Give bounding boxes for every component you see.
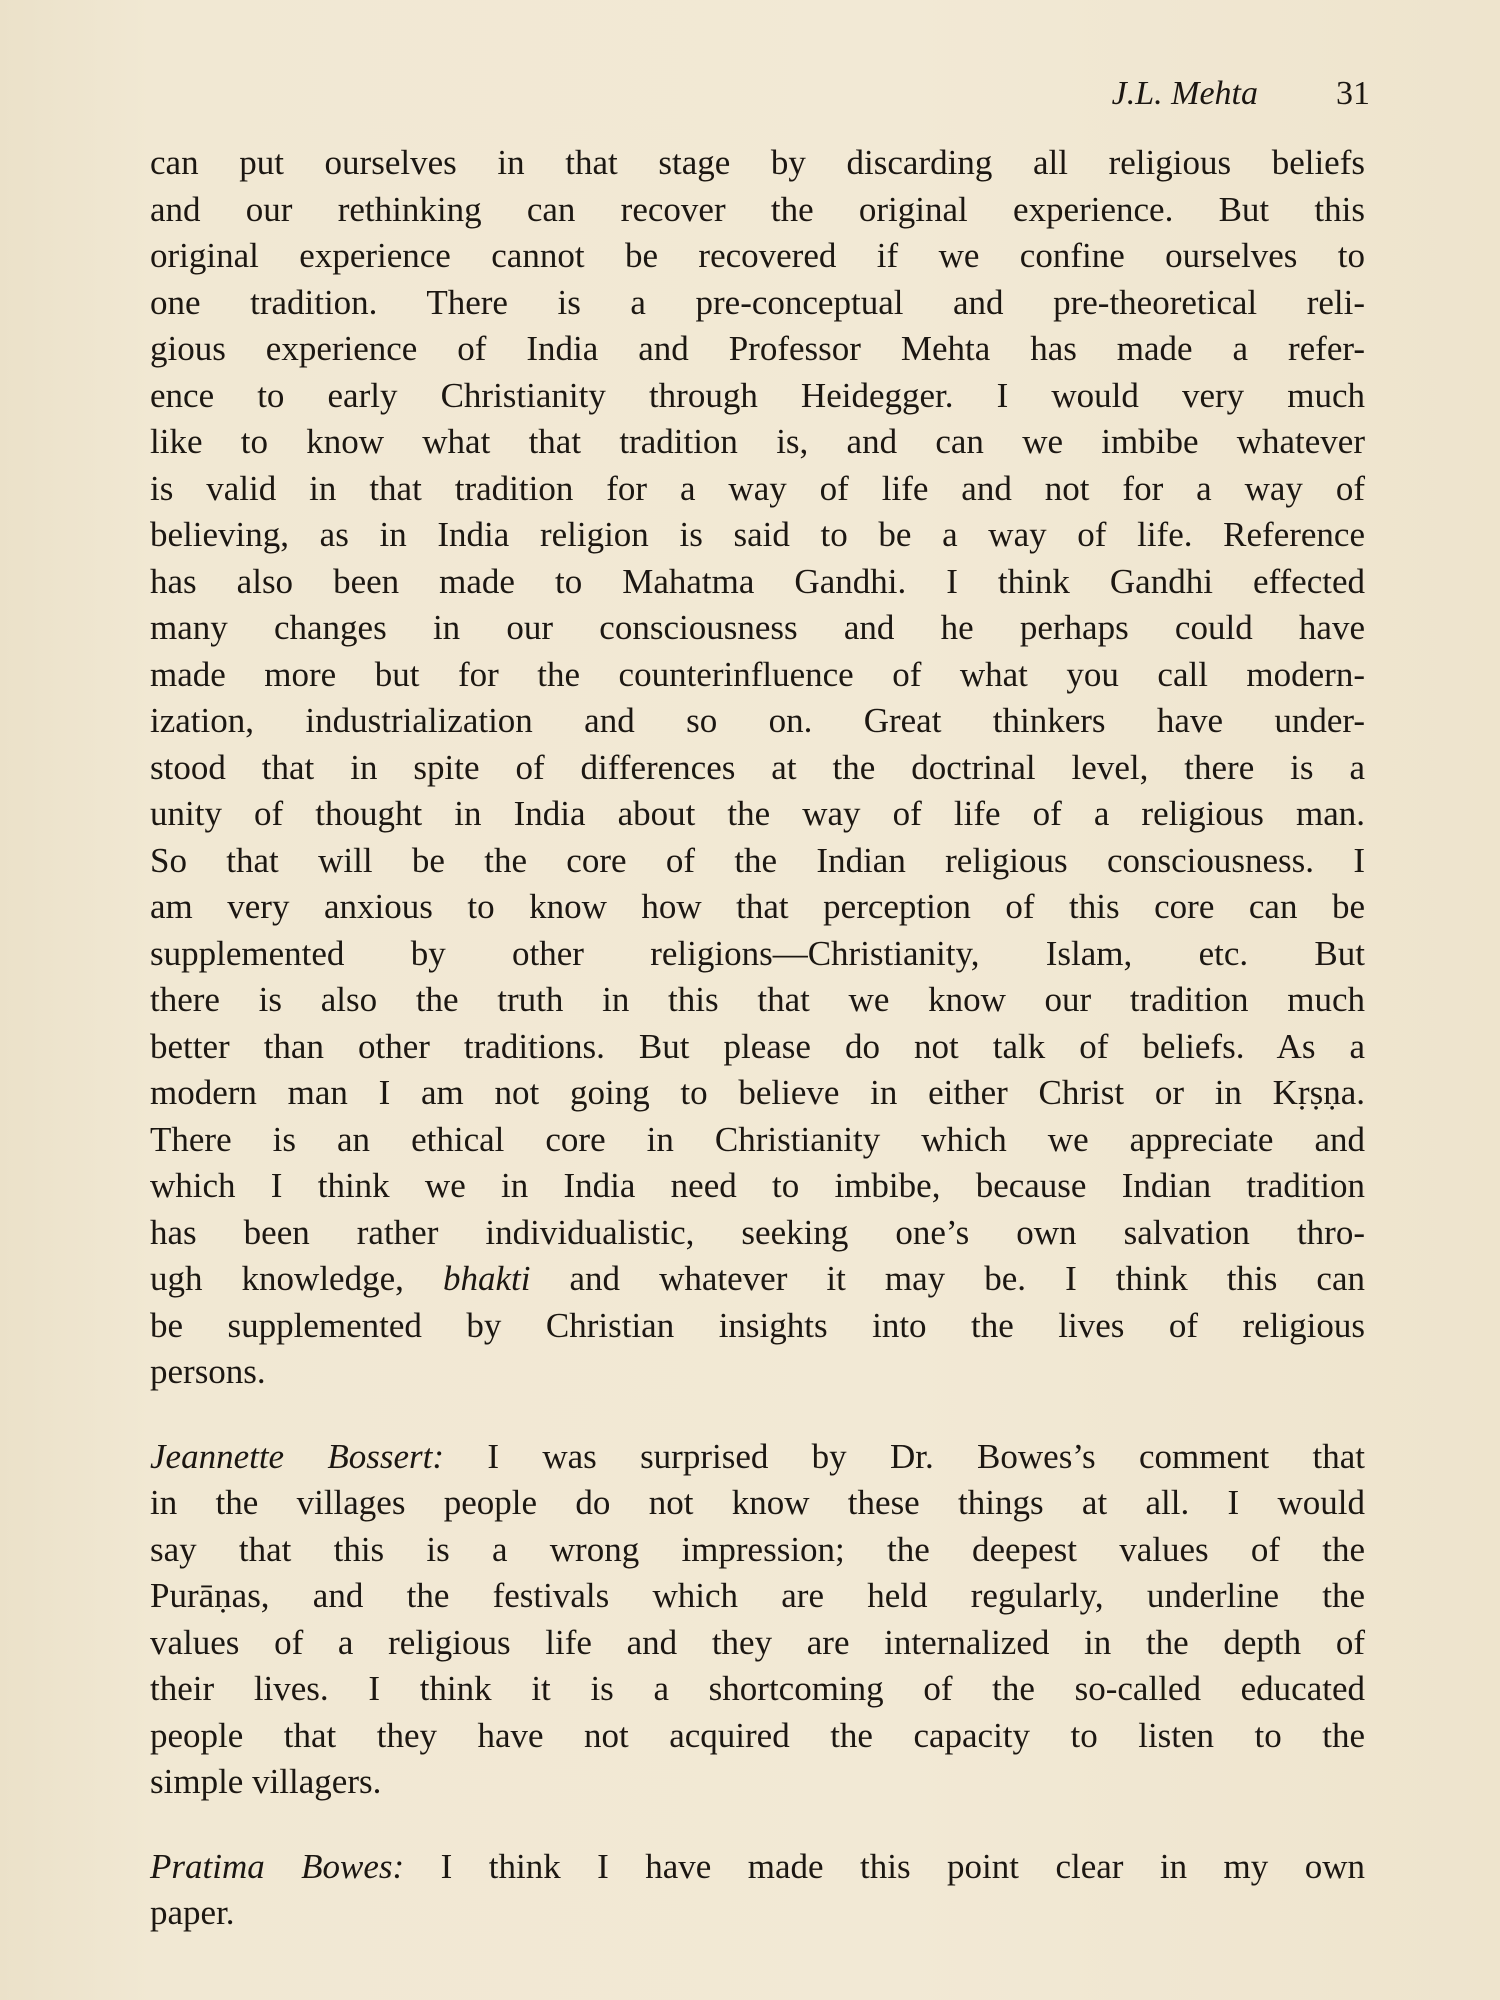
text-line: which I think we in India need to imbibe, because Indian tradition — [150, 1166, 1365, 1205]
text-line: and our rethinking can recover the original experience. But this — [150, 189, 1365, 229]
text-line: people that they have not acquired the capacity to listen to the — [150, 1715, 1365, 1755]
text-segment: I think I have made this point clear in my own — [404, 1846, 1365, 1886]
text-segment: I was surprised by Dr. Bowes’s comment that — [444, 1436, 1365, 1476]
text-line: their lives. I think it is a shortcoming of the so-called educated — [150, 1669, 1365, 1708]
paragraph-3 — [150, 1844, 1365, 1937]
page-number: 31 — [1336, 75, 1370, 112]
text-line: persons. — [150, 1352, 266, 1391]
text-line: one tradition. There is a pre-conceptual and pre-theoretical reli- — [150, 282, 1365, 322]
text-line: be supplemented by Christian insights into the lives of religious — [150, 1305, 1365, 1345]
text-line: many changes in our consciousness and he perhaps could have — [150, 608, 1365, 647]
text-line: stood that in spite of differences at the doctrinal level, there is a — [150, 747, 1365, 787]
speaker-name: Jeannette Bossert: — [150, 1436, 445, 1476]
text-line: modern man I am not going to believe in either Christ or in Kṛṣṇa. — [150, 1073, 1365, 1112]
text-segment: and whatever it may be. I think this can — [530, 1259, 1366, 1298]
text-line: gious experience of India and Professor Mehta has made a refer- — [150, 329, 1365, 368]
text-line: has also been made to Mahatma Gandhi. I think Gandhi effected — [150, 561, 1365, 601]
text-line: paper. — [150, 1893, 235, 1932]
paragraph-1 — [150, 140, 1365, 1396]
body-text — [150, 140, 1365, 1937]
paragraph-2 — [150, 1434, 1365, 1806]
text-line: has been rather individualistic, seeking one’s own salvation thro- — [150, 1212, 1365, 1252]
text-line: Purāṇas, and the festivals which are held regularly, underline the — [150, 1576, 1365, 1615]
text-line: ization, industrialization and so on. Great thinkers have under- — [150, 701, 1365, 740]
text-line: like to know what that tradition is, and can we imbibe whatever — [150, 422, 1365, 461]
text-line: am very anxious to know how that perception of this core can be — [150, 887, 1365, 926]
text-line: is valid in that tradition for a way of life and not for a way of — [150, 468, 1365, 508]
text-segment: ugh knowledge, — [150, 1259, 443, 1298]
running-head-author: J.L. Mehta — [1111, 75, 1258, 112]
text-line: ence to early Christianity through Heidegger. I would very much — [150, 375, 1365, 415]
text-line: supplemented by other religions—Christianity, Islam, etc. But — [150, 933, 1365, 973]
text-line: in the villages people do not know these things at all. I would — [150, 1483, 1365, 1522]
text-line: believing, as in India religion is said to be a way of life. Reference — [150, 515, 1365, 554]
text-line: unity of thought in India about the way of life of a religious man. — [150, 794, 1365, 833]
text-line: there is also the truth in this that we know our tradition much — [150, 980, 1365, 1019]
text-line — [150, 1844, 1365, 1891]
italic-term: bhakti — [442, 1259, 531, 1298]
text-line: say that this is a wrong impression; the deepest values of the — [150, 1529, 1365, 1569]
text-line: original experience cannot be recovered if we confine ourselves to — [150, 236, 1365, 275]
text-line: can put ourselves in that stage by discarding all religious beliefs — [150, 143, 1365, 182]
speaker-name: Pratima Bowes: — [150, 1846, 405, 1886]
text-line: better than other traditions. But please do not talk of beliefs. As a — [150, 1026, 1365, 1066]
running-head — [1112, 72, 1370, 116]
text-line: made more but for the counterinfluence of what you call modern- — [150, 654, 1365, 694]
text-line: simple villagers. — [150, 1762, 382, 1801]
text-line: values of a religious life and they are internalized in the depth of — [150, 1622, 1365, 1662]
text-line: So that will be the core of the Indian religious consciousness. I — [150, 840, 1365, 880]
text-line — [150, 1434, 1365, 1481]
text-line: There is an ethical core in Christianity which we appreciate and — [150, 1119, 1365, 1159]
text-line — [150, 1256, 1365, 1303]
